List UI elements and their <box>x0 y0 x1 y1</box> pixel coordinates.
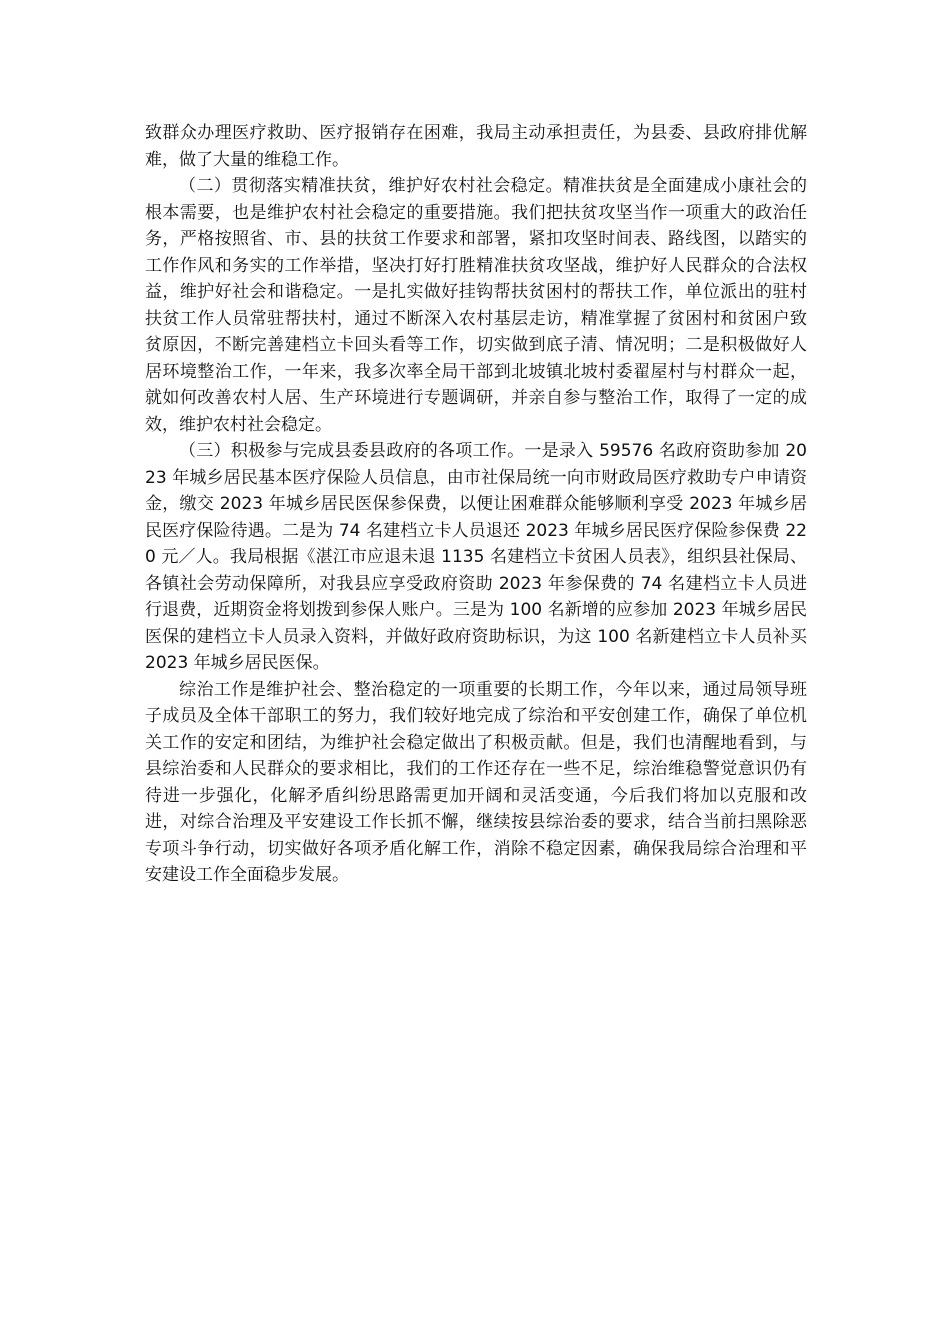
paragraph-conclusion: 综治工作是维护社会、整治稳定的一项重要的长期工作，今年以来，通过局领导班子成员及全体干部职工的努力，我们较好地完成了综治和平安创建工作，确保了单位机关工作的安定和团结，为维护社会稳定做出了积极贡献。但是，我们也清醒地看到，与县综治委和人民群众的要求相比，我们的工作还存在一些不足，综治维稳警觉意识仍有待进一步强化，化解矛盾纠纷思路需更加开阔和灵活变通，今后我们将加以克服和改进，对综合治理及平安建设工作长抓不懈，继续按县综治委的要求，结合当前扫黑除恶专项斗争行动，切实做好各项矛盾化解工作，消除不稳定因素，确保我局综合治理和平安建设工作全面稳步发展。 <box>145 679 807 885</box>
paragraph-continuation: 致群众办理医疗救助、医疗报销存在困难，我局主动承担责任，为县委、县政府排优解难，做了大量的维稳工作。 <box>145 123 807 170</box>
paragraph-section-3-county-work: （三）积极参与完成县委县政府的各项工作。一是录入 59576 名政府资助参加 2023 年城乡居民基本医疗保险人员信息，由市社保局统一向市财政局医疗救助专户申请资金，缴交 2023 年城乡居民医保参保费，以便让困难群众能够顺利享受 2023 年城乡居民医疗保险待遇。二是为 74 名建档立卡人员退还 2023 年城乡居民医疗保险参保费 220 元／人。我局根据《湛江市应退未退 1135 名建档立卡贫困人员表》，组织县社保局、各镇社会劳动保障所，对我县应享受政府资助 2023 年参保费的 74 名建档立卡人员进行退费，近期资金将划拨到参保人账户。三是为 100 名新增的应参加 2023 年城乡居民医保的建档立卡人员录入资料，并做好政府资助标识，为这 100 名新建档立卡人员补买 2023 年城乡居民医保。 <box>145 441 807 673</box>
document-page <box>145 120 807 889</box>
paragraph-section-2-poverty-alleviation: （二）贯彻落实精准扶贫，维护好农村社会稳定。精准扶贫是全面建成小康社会的根本需要，也是维护农村社会稳定的重要措施。我们把扶贫攻坚当作一项重大的政治任务，严格按照省、市、县的扶贫工作要求和部署，紧扣攻坚时间表、路线图，以踏实的工作作风和务实的工作举措，坚决打好打胜精准扶贫攻坚战，维护好人民群众的合法权益，维护好社会和谐稳定。一是扎实做好挂钩帮扶贫困村的帮扶工作，单位派出的驻村扶贫工作人员常驻帮扶村，通过不断深入农村基层走访，精准掌握了贫困村和贫困户致贫原因，不断完善建档立卡回头看等工作，切实做到底子清、情况明；二是积极做好人居环境整治工作，一年来，我多次率全局干部到北坡镇北坡村委翟屋村与村群众一起，就如何改善农村人居、生产环境进行专题调研，并亲自参与整治工作，取得了一定的成效，维护农村社会稳定。 <box>145 176 807 435</box>
